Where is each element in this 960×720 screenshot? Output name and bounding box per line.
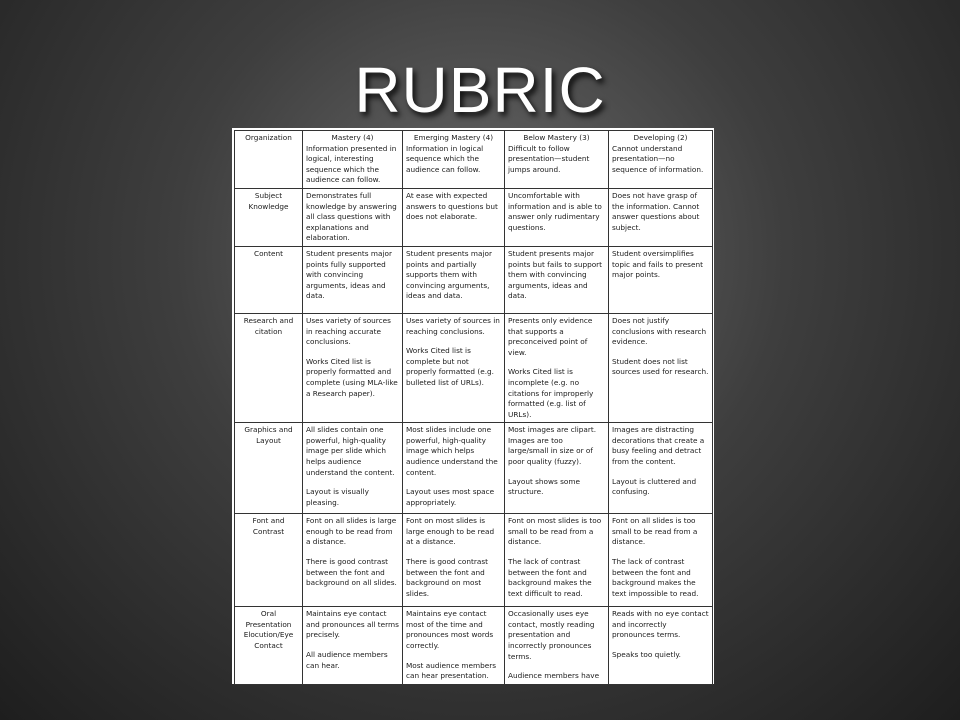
level-description: Difficult to follow presentation—student jumps around. xyxy=(508,143,590,174)
slide-title: RUBRIC xyxy=(354,54,606,126)
level-cell xyxy=(505,131,609,189)
criterion-label: Oral Presentation Elocution/Eye Contact xyxy=(243,609,294,651)
cell-paragraph: Most slides include one powerful, high-quality image which helps audience understand the content. xyxy=(406,425,498,477)
rubric-cell xyxy=(303,246,403,313)
paragraph-gap xyxy=(406,337,501,346)
rubric-cell xyxy=(505,246,609,313)
level-description: Information presented in logical, interesting sequence which the audience can follow. xyxy=(306,143,397,185)
rubric-cell xyxy=(609,188,713,246)
criterion-label: Research and citation xyxy=(243,315,294,336)
rubric-cell xyxy=(609,246,713,313)
paragraph-gap xyxy=(306,548,399,557)
paragraph-gap xyxy=(612,641,709,650)
criterion-cell xyxy=(235,246,303,313)
rubric-cell xyxy=(609,514,713,607)
rubric-cell xyxy=(303,423,403,514)
paragraph-gap xyxy=(306,641,399,650)
paragraph-gap xyxy=(406,478,501,487)
rubric-cell xyxy=(609,423,713,514)
cell-paragraph: Student oversimplifies topic and fails to present major points. xyxy=(612,248,703,280)
rubric-row xyxy=(235,246,713,313)
level-description: Cannot understand presentation—no sequence of information. xyxy=(612,143,704,174)
cell-paragraph: Layout uses most space appropriately. xyxy=(406,487,495,507)
cell-paragraph: Maintains eye contact and pronounces all terms precisely. xyxy=(306,609,399,640)
paragraph-gap xyxy=(306,348,399,357)
rubric-row xyxy=(235,188,713,246)
cell-paragraph: Works Cited list is complete but not properly formatted (e.g. bulleted list of URLs). xyxy=(406,346,494,387)
rubric-cell xyxy=(403,514,505,607)
rubric-row xyxy=(235,423,713,514)
cell-paragraph: Font on most slides is too small to be read from a distance. xyxy=(508,516,602,547)
paragraph-gap xyxy=(508,662,605,671)
cell-paragraph: Layout is visually pleasing. xyxy=(306,487,369,507)
rubric-row xyxy=(235,313,713,422)
cell-paragraph: Uncomfortable with information and is able to answer only rudimentary questions. xyxy=(508,190,602,232)
cell-paragraph: The lack of contrast between the font and background makes the text difficult to read. xyxy=(508,557,592,598)
rubric-sheet xyxy=(232,128,714,684)
rubric-table-body xyxy=(235,131,713,685)
rubric-cell xyxy=(505,514,609,607)
rubric-cell xyxy=(403,423,505,514)
paragraph-gap xyxy=(612,468,709,477)
cell-paragraph: Demonstrates full knowledge by answering all class questions with explanations and elaboration. xyxy=(306,190,397,243)
cell-paragraph: Layout is cluttered and confusing. xyxy=(612,476,697,497)
paragraph-gap xyxy=(508,548,605,557)
cell-paragraph: Font on all slides is too small to be read from a distance. xyxy=(612,516,698,547)
cell-paragraph: Does not have grasp of the information. Cannot answer questions about subject. xyxy=(612,190,700,232)
rubric-row xyxy=(235,514,713,607)
criterion-cell xyxy=(235,423,303,514)
rubric-cell xyxy=(505,313,609,422)
rubric-cell xyxy=(403,188,505,246)
rubric-cell xyxy=(303,607,403,685)
rubric-row xyxy=(235,607,713,685)
rubric-cell xyxy=(609,607,713,685)
cell-paragraph: Speaks too quietly. xyxy=(612,650,681,660)
cell-paragraph: Font on all slides is large enough to be read from a distance. xyxy=(306,516,397,547)
rubric-cell xyxy=(505,607,609,685)
cell-paragraph: Works Cited list is properly formatted and complete (using MLA-like a Research paper). xyxy=(306,356,398,398)
criterion-cell xyxy=(235,313,303,422)
paragraph-gap xyxy=(406,652,501,661)
cell-paragraph: Student does not list sources used for research. xyxy=(612,356,709,377)
cell-paragraph: Audience members have xyxy=(508,671,600,681)
cell-paragraph: Does not justify conclusions with research evidence. xyxy=(612,315,707,347)
cell-paragraph: All slides contain one powerful, high-quality image per slide which helps audience understand the content. xyxy=(306,425,395,477)
rubric-cell xyxy=(403,313,505,422)
cell-paragraph: There is good contrast between the font and background on all slides. xyxy=(306,557,397,588)
rubric-cell xyxy=(403,607,505,685)
cell-paragraph: There is good contrast between the font and background on most slides. xyxy=(406,557,488,598)
rubric-cell xyxy=(403,246,505,313)
paragraph-gap xyxy=(306,478,399,487)
level-description: Information in logical sequence which the audience can follow. xyxy=(406,143,484,174)
cell-paragraph: Font on most slides is large enough to be read at a distance. xyxy=(406,516,495,547)
criterion-label: Subject Knowledge xyxy=(248,190,289,211)
level-name: Emerging Mastery (4) xyxy=(413,133,494,142)
paragraph-gap xyxy=(612,548,709,557)
cell-paragraph: Uses variety of sources in reaching accurate conclusions. xyxy=(306,315,391,347)
criterion-label: Font and Contrast xyxy=(252,516,285,536)
rubric-cell xyxy=(609,313,713,422)
level-cell xyxy=(303,131,403,189)
cell-paragraph: Occasionally uses eye contact, mostly reading presentation and incorrectly pronounces terms. xyxy=(508,609,595,661)
level-name: Developing (2) xyxy=(633,133,688,142)
cell-paragraph: Layout shows some structure. xyxy=(508,476,580,497)
criterion-cell xyxy=(235,188,303,246)
cell-paragraph: All audience members can hear. xyxy=(306,650,388,670)
criterion-label: Graphics and Layout xyxy=(244,425,293,445)
rubric-header-row xyxy=(235,131,713,189)
rubric-cell xyxy=(303,313,403,422)
cell-paragraph: Student presents major points fully supported with convincing arguments, ideas and data. xyxy=(306,248,392,301)
cell-paragraph: The lack of contrast between the font and background makes the text impossible to read. xyxy=(612,557,699,598)
criterion-cell xyxy=(235,131,303,189)
paragraph-gap xyxy=(508,358,605,367)
level-name: Below Mastery (3) xyxy=(523,133,590,142)
cell-paragraph: Uses variety of sources in reaching conclusions. xyxy=(406,315,500,336)
criterion-label: Content xyxy=(253,248,284,258)
cell-paragraph: Presents only evidence that supports a preconceived point of view. xyxy=(508,315,593,357)
criterion-cell xyxy=(235,607,303,685)
rubric-cell xyxy=(505,423,609,514)
criterion-label: Organization xyxy=(245,133,292,142)
rubric-cell xyxy=(505,188,609,246)
level-name: Mastery (4) xyxy=(331,133,374,142)
cell-paragraph: At ease with expected answers to questions but does not elaborate. xyxy=(406,190,498,222)
criterion-cell xyxy=(235,514,303,607)
paragraph-gap xyxy=(406,548,501,557)
rubric-table xyxy=(234,130,713,685)
cell-paragraph: Works Cited list is incomplete (e.g. no citations for improperly formatted (e.g. list of URLs). xyxy=(508,367,594,419)
cell-paragraph: Images are distracting decorations that create a busy feeling and detract from the content. xyxy=(612,425,705,467)
level-cell xyxy=(403,131,505,189)
cell-paragraph: Maintains eye contact most of the time and pronounces most words correctly. xyxy=(406,609,494,651)
cell-paragraph: Most audience members can hear presentation. xyxy=(406,660,497,681)
cell-paragraph: Most images are clipart. Images are too large/small in size or of poor quality (fuzzy). xyxy=(508,425,597,467)
paragraph-gap xyxy=(508,468,605,477)
paragraph-gap xyxy=(612,348,709,357)
cell-paragraph: Student presents major points but fails to support them with convincing arguments, ideas and data. xyxy=(508,248,603,301)
cell-paragraph: Student presents major points and partially supports them with convincing arguments, ideas and data. xyxy=(406,248,492,301)
level-cell xyxy=(609,131,713,189)
rubric-cell xyxy=(303,188,403,246)
cell-paragraph: Reads with no eye contact and incorrectly pronounces terms. xyxy=(612,609,709,640)
rubric-cell xyxy=(303,514,403,607)
